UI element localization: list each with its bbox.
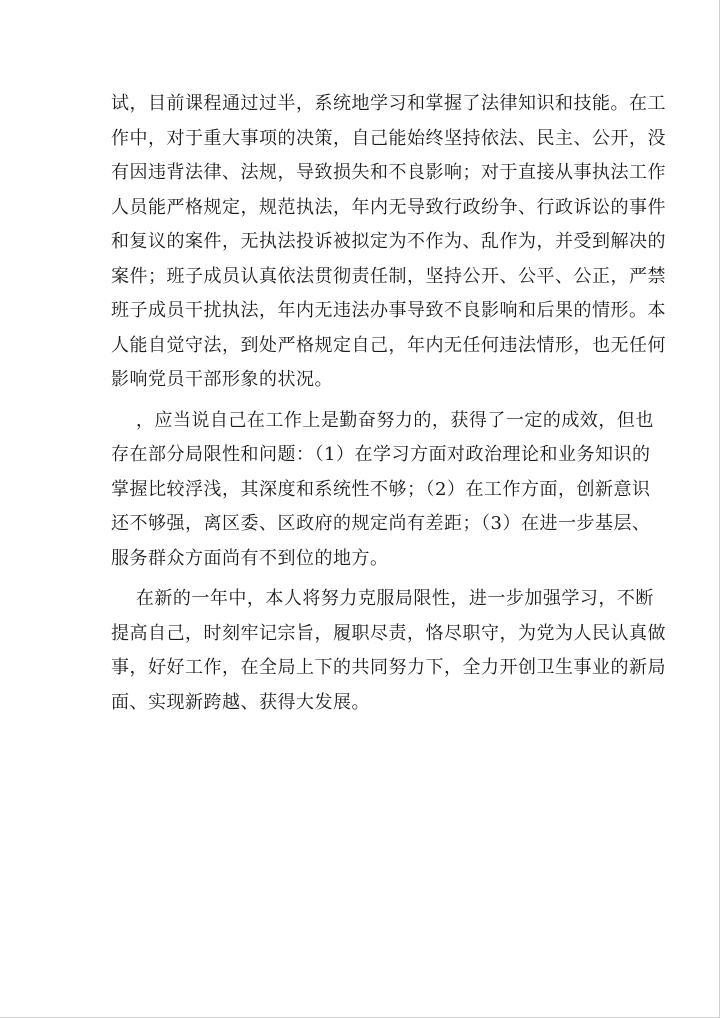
text-line: 还不够强，离区委、区政府的规定尚有差距；（3）在进一步基层、 xyxy=(111,513,651,534)
text-line: 提高自己，时刻牢记宗旨，履职尽责，恪尽职守，为党为人民认真做 xyxy=(111,622,666,644)
text-line: 试，目前课程通过过半，系统地学习和掌握了法律知识和技能。在工 xyxy=(111,93,666,114)
text-line: 事，好好工作，在全局上下的共同努力下，全力开创卫生事业的新局 xyxy=(111,657,666,678)
paragraph xyxy=(111,582,666,720)
text-line: 在新的一年中，本人将努力克服局限性，进一步加强学习，不断 xyxy=(111,588,654,609)
text-line: 服务群众方面尚有不到位的地方。 xyxy=(111,547,389,569)
text-line: ，应当说自己在工作上是勤奋努力的，获得了一定的成效，但也 xyxy=(111,409,654,431)
text-line: 影响党员干部形象的状况。 xyxy=(111,369,333,390)
text-line: 和复议的案件，无执法投诉被拟定为不作为、乱作为，并受到解决的 xyxy=(111,231,666,252)
text-line: 有因违背法律、法规，导致损失和不良影响；对于直接从事执法工作 xyxy=(111,162,666,183)
text-line: 掌握比较浮浅，其深度和系统性不够；（2）在工作方面，创新意识 xyxy=(111,478,651,500)
text-line: 存在部分局限性和问题：（1）在学习方面对政治理论和业务知识的 xyxy=(111,444,651,465)
document-body xyxy=(111,87,666,720)
text-line: 面、实现新跨越、获得大发展。 xyxy=(111,691,370,713)
text-line: 人员能严格规定，规范执法，年内无导致行政纷争、行政诉讼的事件 xyxy=(111,196,666,218)
text-line: 案件；班子成员认真依法贯彻责任制，坚持公开、公平、公正，严禁 xyxy=(111,265,666,287)
paragraph xyxy=(111,87,666,398)
paragraph xyxy=(111,404,654,577)
text-line: 班子成员干扰执法，年内无违法办事导致不良影响和后果的情形。本 xyxy=(111,300,666,321)
text-line: 作中，对于重大事项的决策，自己能始终坚持依法、民主、公开，没 xyxy=(111,127,666,149)
text-line: 人能自觉守法，到处严格规定自己，年内无任何违法情形，也无任何 xyxy=(111,334,666,356)
